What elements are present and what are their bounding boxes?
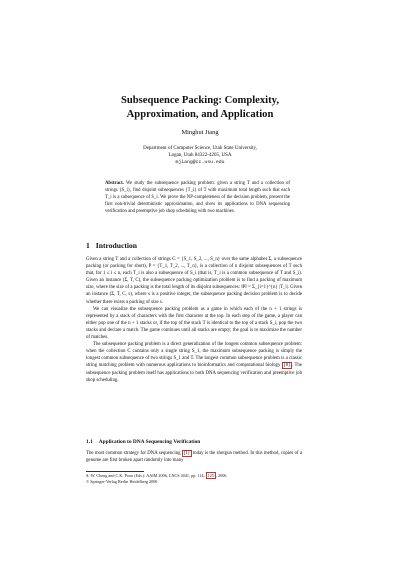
affiliation-line-2: Logan, Utah 84322-4205, USA <box>168 153 232 158</box>
dna-paragraph-text-b: today is the shotgun method. In this method, copies of a genome are first broken apart randomly into many <box>86 451 302 464</box>
section-number: 1 <box>86 241 90 250</box>
title-line-2: Approximation, and Application <box>126 109 274 120</box>
citation-link-1[interactable]: [1] <box>183 451 190 456</box>
introduction-body <box>86 256 302 384</box>
dna-paragraph-text-a: The most common strategy for DNA sequencing <box>86 451 182 456</box>
footer-copyright: © Springer-Verlag Berlin Heidelberg 2006 <box>86 479 158 484</box>
subsection-title: Application to DNA Sequencing Verification <box>98 439 201 445</box>
author-email[interactable]: mjiang@cc.usu.edu <box>175 160 225 165</box>
subsection-body <box>86 450 302 464</box>
intro-paragraph-3-text-b: . The subsequence packing problem itself has applications to both DNA sequencing verification and preemptive job shop scheduling. <box>86 363 302 383</box>
author-name: Minghui Jiang <box>181 129 219 136</box>
footer-citation-text-b: , 2006. <box>215 473 228 478</box>
intro-paragraph-1: Given a string T and a collection of strings C = {S_1, S_2, ..., S_n} over the same alphabet Σ, a subsequence packing (or packing for short), P = {T_1, T_2, ..., T_n}, is a collection of n disjoint subsequences of T such that, for 1 ≤ i ≤ n, each T_i is also a subsequence of S_i (that is, T_i is a common subsequence of T and S_i). Given an instance (Σ, T, C), the subsequence packing optimization problem is to find a packing of maximum size, where the size of a packing is the total length of its disjoint subsequences: ‖P‖ = Σ_{i=1}^{n} |T_i|. Given an instance (Σ, T, C, s), where s is a positive integer, the subsequence packing decision problem is to decide whether there exists a packing of size s. <box>86 257 302 305</box>
title-line-1: Subsequence Packing: Complexity, <box>120 95 280 106</box>
page-footer <box>86 473 302 485</box>
citation-link-8[interactable]: [8] <box>284 363 290 369</box>
abstract-text: We study the subsequence packing problem: given a string T and a collection of strings {S_i}, find disjoint subsequences {T_i} of T with maximum total length such that each T_i is a subsequence of S_i. We prove the NP-completeness of the decision problem, present the first non-trivial deterministic approximation, and show its applications to DNA sequencing verification and preemptive job shop scheduling with two machines. <box>105 181 290 215</box>
section-heading-introduction <box>86 241 137 250</box>
paper-title <box>60 94 340 122</box>
page-link-125[interactable]: 125 <box>207 473 214 478</box>
subsection-number: 1.1 <box>86 439 93 445</box>
affiliation-line-1: Department of Computer Science, Utah State University, <box>143 146 257 151</box>
affiliation <box>0 145 400 166</box>
subsection-heading-dna <box>86 439 200 445</box>
footer-rule <box>86 471 144 472</box>
section-title: Introduction <box>95 241 138 250</box>
abstract-label: Abstract. <box>105 181 124 186</box>
intro-paragraph-3-text-a: The subsequence packing problem is a direct generalization of the longest common subsequence problem: when the collection C contains only a single string S_1, the maximum subsequence packing is simply the longest common subsequence of two strings S_1 and T. The longest common subsequence problem is a classic string matching problem with numerous applications to bioinformatics and computational biology <box>86 342 302 369</box>
intro-paragraph-2: We can visualize the subsequence packing problem as a game in which each of the n + 1 strings is represented by a stack of characters with the first character at the top. In each step of the game, a player can either pop one of the n + 1 stacks or, if the top of the stack T is identical to the top of a stack S_i, pop the two stacks and declare a match. The game continues until all stacks are empty; the goal is to maximize the number of matches. <box>86 306 302 341</box>
intro-paragraph-3 <box>86 341 302 384</box>
footer-citation-text-a: S.-W. Cheng and C.K. Poon (Eds.): AAIM 2006, LNCS 4041, pp. 114– <box>86 473 206 478</box>
abstract <box>105 180 290 215</box>
